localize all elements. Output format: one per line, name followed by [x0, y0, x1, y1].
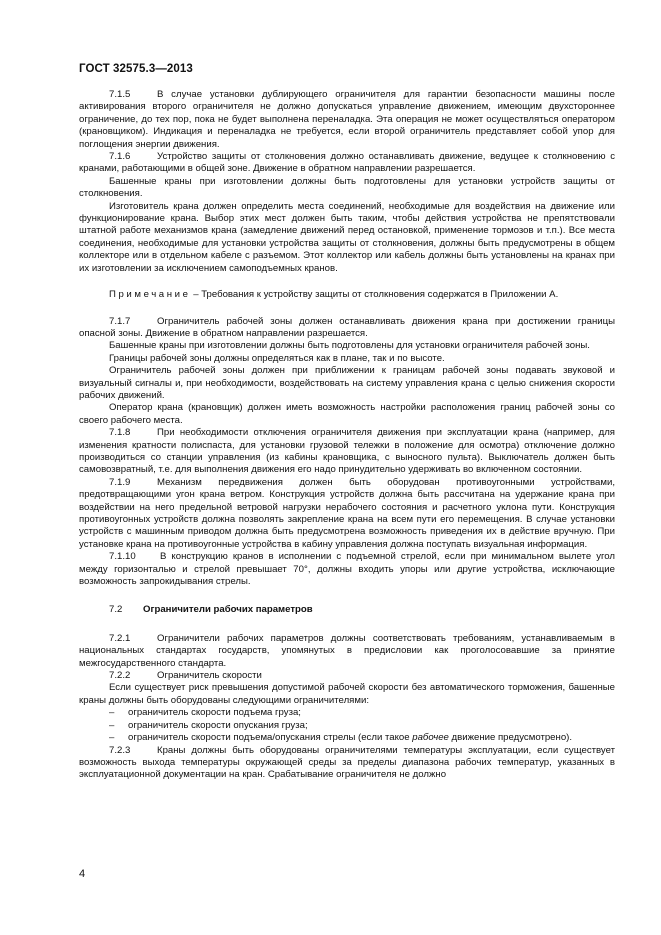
clause-7-1-7 [79, 316, 615, 341]
list-item-text: ограничитель скорости подъема груза; [128, 707, 301, 719]
dash-bullet: – [109, 719, 115, 731]
dash-bullet: – [109, 732, 115, 744]
paragraph: Башенные краны при изготовлении должны быть подготовлены для установки устройств защиты от столкновения. [79, 175, 615, 200]
list-item-text: ограничитель скорости подъема/опускания стрелы (если такое [128, 732, 413, 744]
clause-number: 7.1.9 [109, 476, 131, 488]
list-item [79, 707, 615, 719]
clause-7-1-8 [79, 427, 615, 477]
document-body [79, 89, 615, 782]
clause-text: Устройство защиты от столкновения должно останавливать движение, ведущее к столкновению с кранами, работающими в общей зоне. Движение в обратном направлении разрешается. [79, 151, 615, 175]
clause-7-1-9 [79, 477, 615, 551]
page-number: 4 [79, 868, 86, 880]
clause-number: 7.1.5 [109, 89, 131, 100]
paragraph: Границы рабочей зоны должны определяться как в плане, так и по высоте. [109, 352, 445, 364]
note-label: Примечание [109, 289, 191, 301]
list-item [79, 732, 615, 744]
clause-7-2-1 [79, 633, 615, 670]
section-7-2-heading [79, 604, 615, 616]
clause-text: Механизм передвижения должен быть оборудован противоугонными устройствами, предотвращающими угон крана ветром. Конструкция устройств должна быть рассчитана на удержание крана при воздействии на него предельной ветровой нагрузки нерабочего состояния и расчетного уклона пути. Конструкция противоугонных устройств должна позволять закрепление крана на всем пути его перемещения. В случае установки устройств с машинным приводом должна быть предусмотрена возможность приведения их в действие вручную. При установке крана на противоугонные устройства в кабину управления должна поступать визуальная информация. [79, 476, 615, 550]
clause-7-1-5 [79, 89, 615, 151]
section-number: 7.2 [109, 604, 123, 616]
list-item [79, 720, 615, 732]
paragraph: Ограничитель рабочей зоны должен при приближении к границам рабочей зоны подавать звуковой и визуальный сигналы и, при необходимости, воздействовать на систему управления крана с целью снижения скорости рабочих движений. [79, 365, 615, 401]
list-item-text: ограничитель скорости опускания груза; [128, 719, 308, 731]
clause-text: Ограничитель скорости [157, 670, 262, 682]
document-header: ГОСТ 32575.3—2013 [79, 63, 193, 75]
clause-number: 7.1.8 [109, 427, 131, 439]
clause-7-1-6 [79, 151, 615, 176]
paragraph: Башенные краны при изготовлении должны быть подготовлены для установки ограничителя рабочей зоны. [109, 340, 590, 352]
paragraph: Если существует риск превышения допустимой рабочей скорости без автоматического торможения, башенные краны должны быть оборудованы следующими ограничителями: [79, 682, 615, 706]
list-item-text-end: движение предусмотрено). [448, 732, 573, 744]
section-title: Ограничители рабочих параметров [143, 604, 313, 616]
clause-text: Краны должны быть оборудованы ограничителями температуры эксплуатации, если существует возможность выхода температуры окружающей среды за пределы диапазона рабочих температур, указанных в эксплуатационной документации на кран. Срабатывание ограничителя не должно [79, 744, 615, 781]
clause-number: 7.1.7 [109, 315, 131, 327]
clause-text: В конструкцию кранов в исполнении с подъемной стрелой, если при минимальном вылете угол между горизонталью и стрелой превышает 70°, должны входить упоры или другие устройства, исключающие возможность запрокидывания стрелы. [79, 551, 615, 588]
clause-number: 7.1.6 [109, 151, 131, 163]
clause-text: В случае установки дублирующего ограничителя для гарантии безопасности машины после активирования второго ограничителя не должно допускаться управление движением, имеющим двухстороннее ограничение, до тех пор, пока не будет выполнена переналадка. Эта операция не может осуществляться оператором (крановщиком). Индикация и переналадка не требуется, если второй ограничитель представляет собой упор для поглощения энергии движения. [79, 89, 615, 150]
note [79, 289, 615, 301]
clause-text: Ограничитель рабочей зоны должен останавливать движения крана при достижении границы опасной зоны. Движение в обратном направлении разрешается. [79, 315, 615, 339]
clause-number: 7.1.10 [109, 551, 136, 563]
clause-number: 7.2.1 [109, 632, 131, 644]
italic-word: рабочее [412, 732, 449, 744]
clause-7-1-10 [79, 551, 615, 588]
clause-7-2-2 [79, 670, 615, 682]
clause-number: 7.2.3 [109, 744, 131, 756]
note-text: – Требования к устройству защиты от столкновения содержатся в Приложении А. [190, 289, 559, 301]
clause-text: Ограничители рабочих параметров должны соответствовать требованиям, устанавливаемым в национальных стандартах государств, упомянутых в предисловии как проголосовавшие за принятие межгосударственного стандарта. [79, 632, 615, 669]
paragraph: Изготовитель крана должен определить места соединений, необходимые для воздействия на движение или функционирование крана. Выбор этих мест должен быть таким, чтобы действия устройства не препятствовали штатной работе механизмов крана (замедление движений перед остановкой, применение тормозов и т.п.). Все места соединения, необходимые для установки устройства защиты от столкновения, должны быть предусмотрены в общем коллекторе или в отдельном кабеле с разъемом. Этот коллектор или кабель должны быть установлены на кранах при их изготовлении за исключением самоподъемных кранов. [79, 200, 615, 274]
dash-bullet: – [109, 707, 115, 719]
paragraph: Оператор крана (крановщик) должен иметь возможность настройки расположения границ рабочей зоны со своего рабочего места. [79, 402, 615, 426]
clause-7-2-3 [79, 745, 615, 782]
clause-number: 7.2.2 [109, 670, 131, 682]
clause-text: При необходимости отключения ограничителя движения при эксплуатации крана (например, для изменения кратности полиспаста, для установки грузовой тележки в положение для осмотра) отключение должно производиться со станции управления (из кабины крановщика, с выносного пульта). Выключатель должен быть самовозвратный, т.е. для выполнения движения его надо принудительно удерживать во включенном состоянии. [79, 427, 615, 476]
